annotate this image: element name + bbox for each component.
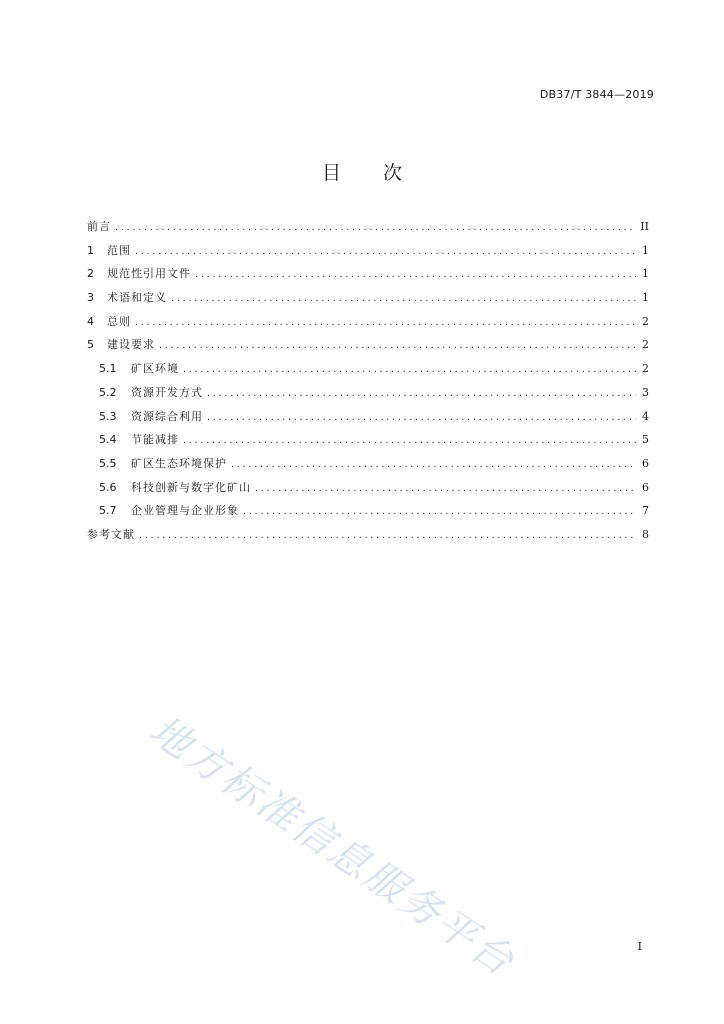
toc-entry-title: 矿区生态环境保护 (131, 456, 227, 470)
toc-entry-title: 前言 (87, 220, 111, 233)
toc-dot-leader (171, 293, 636, 304)
toc-entry-number: 5.1 (99, 362, 117, 376)
toc-dot-leader (135, 246, 636, 257)
toc-entry-page: II (640, 220, 649, 233)
toc-dot-leader (183, 364, 636, 375)
toc-entry-page: 1 (642, 291, 649, 305)
toc-dot-leader (183, 435, 636, 446)
table-of-contents (87, 218, 649, 550)
toc-dot-leader (135, 317, 636, 328)
toc-dot-leader (207, 412, 636, 423)
toc-entry[interactable] (87, 336, 649, 360)
toc-entry-title: 资源开发方式 (131, 385, 203, 399)
toc-entry[interactable] (87, 360, 649, 384)
toc-entry-page: 3 (642, 385, 649, 399)
toc-entry-title: 总则 (107, 314, 131, 328)
toc-entry-page: 1 (642, 243, 649, 257)
toc-entry[interactable] (87, 408, 649, 432)
toc-dot-leader (195, 269, 636, 280)
toc-entry-number: 1 (87, 243, 94, 257)
toc-entry-title: 科技创新与数字化矿山 (131, 480, 251, 494)
toc-dot-leader (115, 222, 634, 233)
toc-entry-page: 1 (642, 267, 649, 281)
toc-entry-number: 2 (87, 267, 94, 281)
toc-entry[interactable] (87, 455, 649, 479)
toc-entry-number: 5.6 (99, 480, 117, 494)
toc-entry-title: 矿区环境 (131, 362, 179, 376)
toc-entry[interactable] (87, 242, 649, 266)
toc-entry-title: 规范性引用文件 (107, 267, 191, 281)
toc-entry[interactable] (87, 289, 649, 313)
toc-entry-number: 4 (87, 314, 94, 328)
toc-entry[interactable] (87, 218, 649, 242)
toc-entry[interactable] (87, 431, 649, 455)
toc-dot-leader (139, 530, 636, 541)
toc-entry-page: 4 (642, 409, 649, 423)
toc-entry-title: 参考文献 (87, 527, 135, 541)
toc-entry-title: 术语和定义 (107, 291, 167, 305)
page-number: I (637, 940, 642, 953)
toc-entry-page: 5 (642, 433, 649, 447)
toc-entry-number: 5 (87, 338, 94, 352)
toc-entry-number: 5.2 (99, 385, 117, 399)
toc-entry-page: 7 (642, 504, 649, 518)
toc-entry-title: 范围 (107, 243, 131, 257)
toc-entry[interactable] (87, 502, 649, 526)
toc-entry-number: 5.4 (99, 433, 117, 447)
toc-entry-page: 2 (642, 362, 649, 376)
toc-entry[interactable] (87, 265, 649, 289)
toc-entry-title: 节能减排 (131, 433, 179, 447)
toc-entry-page: 6 (642, 456, 649, 470)
toc-entry-title: 建设要求 (107, 338, 155, 352)
toc-entry-number: 5.7 (99, 504, 117, 518)
toc-dot-leader (159, 340, 636, 351)
toc-entry[interactable] (87, 526, 649, 550)
toc-entry[interactable] (87, 384, 649, 408)
toc-entry-title: 资源综合利用 (131, 409, 203, 423)
toc-dot-leader (255, 483, 636, 494)
toc-entry-number: 5.5 (99, 456, 117, 470)
page-title: 目 次 (321, 162, 421, 184)
toc-dot-leader (231, 459, 636, 470)
toc-entry-number: 5.3 (99, 409, 117, 423)
watermark: 地方标准信息服务平台 (141, 707, 524, 987)
toc-entry-number: 3 (87, 291, 94, 305)
toc-dot-leader (207, 388, 636, 399)
toc-entry[interactable] (87, 479, 649, 503)
toc-entry-page: 2 (642, 338, 649, 352)
toc-entry[interactable] (87, 313, 649, 337)
toc-entry-page: 8 (642, 527, 649, 541)
standard-code: DB37/T 3844—2019 (539, 88, 654, 101)
toc-entry-page: 2 (642, 314, 649, 328)
toc-entry-page: 6 (642, 480, 649, 494)
toc-entry-title: 企业管理与企业形象 (131, 504, 239, 518)
toc-dot-leader (243, 506, 636, 517)
